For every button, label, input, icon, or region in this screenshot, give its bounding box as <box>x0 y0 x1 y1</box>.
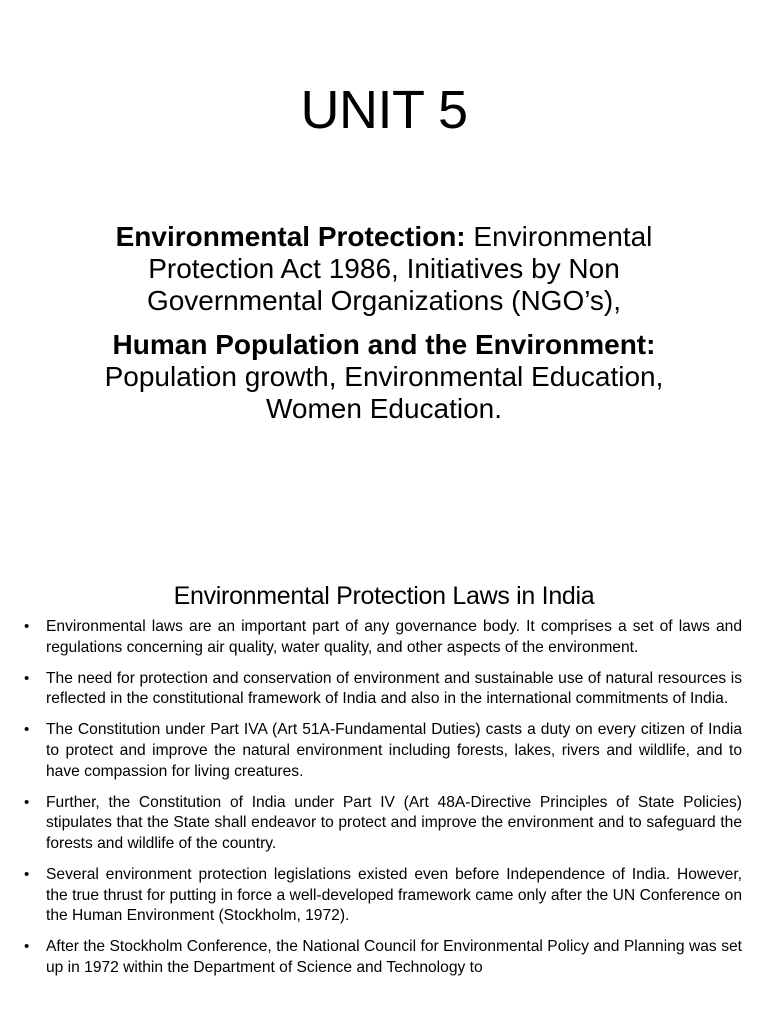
topic-environmental-protection <box>60 221 708 317</box>
bullet-text: Further, the Constitution of India under Part IV (Art 48A-Directive Principles of State Policies) stipulates that the State shall endeavor to protect and improve the environment and to safeguard the forests and wildlife of the country. <box>46 793 742 852</box>
bullet-icon: • <box>24 865 30 883</box>
bullet-text: The need for protection and conservation of environment and sustainable use of natural resources is reflected in the constitutional framework of India and also in the international commitments of India. <box>46 669 742 708</box>
bullet-item <box>24 669 742 710</box>
unit-title: UNIT 5 <box>300 80 468 140</box>
slide-title: Environmental Protection Laws in India <box>173 582 595 610</box>
bullet-icon: • <box>24 618 30 635</box>
bullet-item <box>24 793 742 855</box>
topic-human-population <box>60 329 708 425</box>
topic-text: Environmental Protection Act 1986, Initiatives by Non Governmental Organizations (NGO’s), <box>146 221 653 316</box>
bullet-item <box>24 617 742 658</box>
bullet-icon: • <box>24 938 30 956</box>
bullet-icon: • <box>24 669 30 687</box>
bullet-text: Environmental laws are an important part of any governance body. It comprises a set of laws and regulations concerning air quality, water quality, and other aspects of the environment. <box>46 618 742 656</box>
bullet-icon: • <box>24 721 30 739</box>
bullet-list <box>24 617 742 989</box>
bullet-text: The Constitution under Part IVA (Art 51A-Fundamental Duties) casts a duty on every citizen of India to protect and improve the natural environment including forests, lakes, rivers and wildlife, and to have compassion for living creatures. <box>46 721 742 780</box>
topic-text: Population growth, Environmental Education, Women Education. <box>104 361 664 424</box>
bullet-text: Several environment protection legislations existed even before Independence of India. However, the true thrust for putting in force a well-developed framework came only after the UN Conference on the Human Environment (Stockholm, 1972). <box>46 865 742 925</box>
bullet-item <box>24 720 742 782</box>
bullet-item <box>24 937 742 978</box>
slide-protection-laws <box>0 556 768 1024</box>
bullet-item <box>24 865 742 927</box>
bullet-text: After the Stockholm Conference, the National Council for Environmental Policy and Planning was set up in 1972 within the Department of Science and Technology to <box>46 938 742 976</box>
bullet-icon: • <box>24 793 30 811</box>
topic-heading: Environmental Protection: <box>115 221 466 252</box>
topic-heading: Human Population and the Environment: <box>112 329 656 360</box>
